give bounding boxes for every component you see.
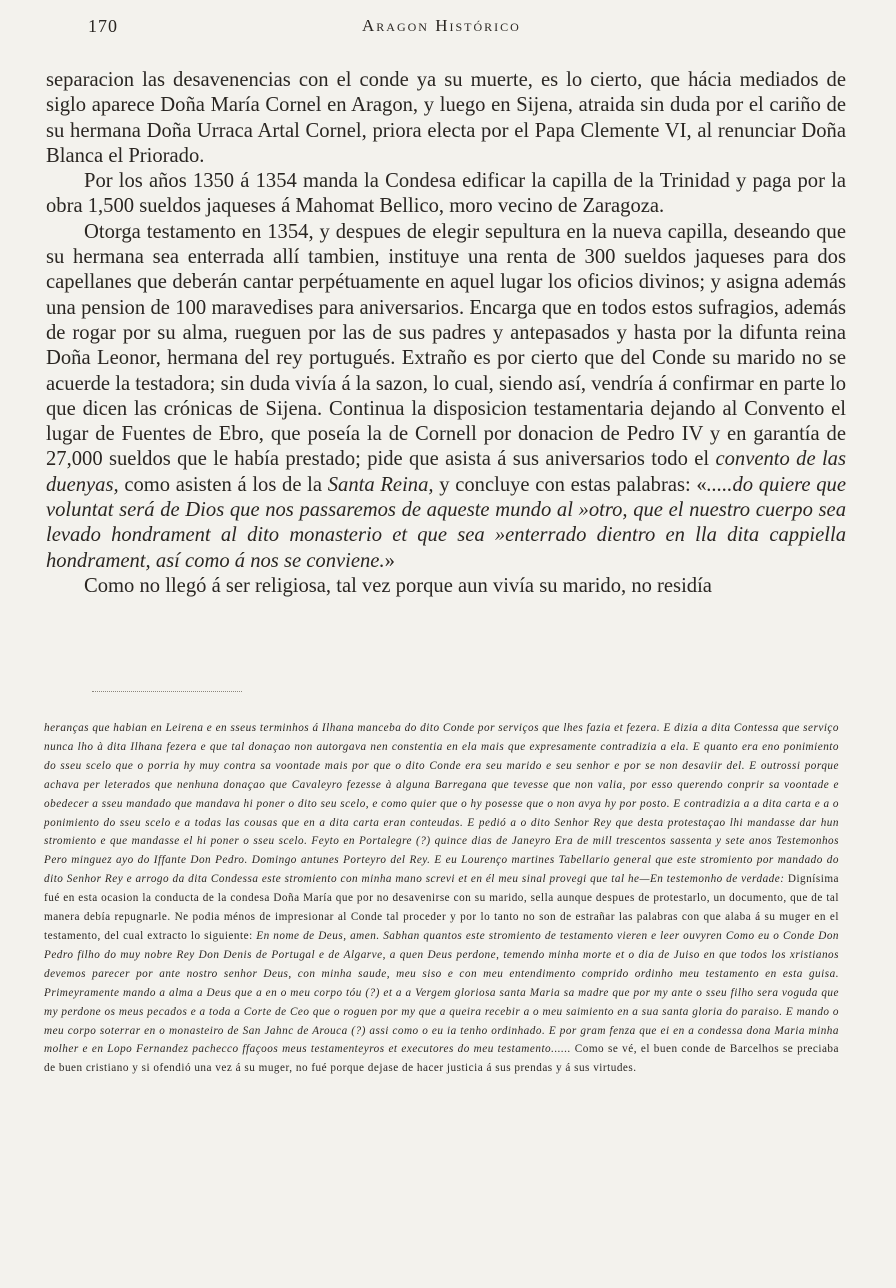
running-title: Aragon Histórico (362, 16, 521, 35)
paragraph-2: Por los años 1350 á 1354 manda la Condesa edificar la capilla de la Trinidad y paga por la obra 1,500 sueldos jaqueses á Mahomat Bellico, moro vecino de Zaragoza. (46, 170, 846, 218)
paragraph-3-italic-convento: convento de las duenyas, (46, 448, 846, 496)
page-header (0, 12, 896, 42)
paragraph-3-text-c: y concluye con estas palabras: « (433, 473, 707, 496)
paragraph-3 (46, 220, 846, 574)
paragraph-1: separacion las desavenencias con el conde ya su muerte, es lo cierto, que hácia mediados de siglo aparece Doña María Cornel en Aragon, y luego en Sijena, atraida sin duda por el cariño de su hermana Doña Urraca Artal Cornel, priora electa por el Papa Clemente VI, al renunciar Doña Blanca el Priorado. (46, 69, 846, 167)
paragraph-3-text-d: » (384, 549, 395, 572)
footnote-italic-1: heranças que habian en Leirena e en sseus terminhos á Ilhana manceba do dito Conde por serviços que lhes fazia et fezera. E dizia a dita Contessa que serviço nunca lho à dita Ilhana fezera e que tal donaçao non autorgava nen constentia en ela mais que expresamente contradizia a ela. E quanto era eno ponimiento do sseu scelo que o porria hy muy contra sa voontade mais por que o dito Conde era seu marido e seu senhor e por se non desaviir del. E outrossi porque achava per leterados que nenhuna donaçao que Cavaleyro fezesse à alguna Barregana que tevesse que non valia, por esso querendo conprir sa voontade e obedecer a sseu mandado que mandava hi poner o dito seu scelo, e como quier que o hy posesse que o non avya hy por posto. E contradizia a a dita carta e a o ponimiento do sseu scelo e a todas las cousas que en a dita carta eran conteudas. E pedió a o dito Senhor Rey que desta protestaçao lhi mandasse dar hun stromiento e que mandasse el hi poner o sseu scelo. Feyto en Portalegre (?) quince dias de Janeyro Era de mill trescentos sassenta y sete anos Testemonhos Pero minguez ayo do Iffante Don Pedro. Domingo antunes Porteyro del Rey. E eu Lourenço martines Tabellario general que este stromiento por mandado do dito Senhor Rey e arrogo da dita Condessa este stromiento con minha mano screvi et en él meu sinal provegi que tal he—En testemonho de verdade: (44, 722, 839, 886)
footnote-separator (92, 691, 242, 692)
paragraph-4: Como no llegó á ser religiosa, tal vez porque aun vivía su marido, no residía (84, 574, 712, 597)
paragraph-3-quotation: .....do quiere que voluntat será de Dios que nos passaremos de aqueste mundo al »otro, que el nuestro cuerpo sea levado hondrament al dito monasterio et que sea »enterrado dientro en lla dita cappiella hondrament, así como á nos se conviene. (46, 473, 846, 572)
paragraph-3-text-b: como asisten á los de la (118, 473, 328, 496)
footnote (44, 719, 839, 1078)
paragraph-3-italic-santa-reina: Santa Reina, (327, 473, 434, 496)
main-text (46, 68, 846, 599)
footnote-paragraph (44, 719, 839, 1078)
footnote-italic-2: En nome de Deus, amen. Sabhan quantos este stromiento de testamento vieren e leer ouvyren Como eu o Conde Don Pedro filho do muy nobre Rey Don Denis de Portugal e de Algarve, a quen Deus perdone, temendo minha morte et o dia de Juiso en que todos los xristianos devemos parecer por ante nostro senhor Deus, con minha saude, meu siso e con meu entendimento comprido ordinho meu testamento en esta guisa. Primeyramente mando a alma a Deus que a en o meu corpo tóu (?) et a a Vergem gloriosa santa Maria sa madre que por my ante o sseu filho sera voguda que my perdone os meus pecados e a toda a Corte de Ceo que o roguen por my que a queira recebir a o meu saimiento en a sua santa gloria do paraiso. E mando o meu corpo soterrar en o monasteiro de San Jahnc de Arouca (?) assi como o eu ia tenho ordinhado. E por gram fenza que ei en a condessa dona Maria minha molher e en Lopo Fernandez pachecco ffaçoos meus testamenteyros et executores do meu testamento...... (44, 929, 840, 1056)
page-number: 170 (88, 16, 118, 36)
footnote-roman-2: Como se vé, el buen conde de Barcelhos se preciaba de buen cristiano y si ofendió una vez á su muger, no fué porque dejase de hacer justicia á sus prendas y á sus virtudes. (44, 1043, 839, 1075)
footnote-roman-1: Dignísima fué en esta ocasion la conducta de la condesa Doña María que por no desavenirse con su marido, sella aunque despues de protestarlo, un documento, que de tal manera debía repugnarle. Ne podia ménos de impresionar al Conde tal proceder y por lo tanto no son de estrañar las palabras con que alaba á su muger en el testamento, del cual extracto lo siguiente: (44, 873, 839, 942)
paragraph-3-text-a: Otorga testamento en 1354, y despues de elegir sepultura en la nueva capilla, deseando que su hermana sea enterrada allí tambien, instituye una renta de 300 sueldos jaqueses para dos capellanes que deberán cantar perpétuamente en aquel lugar los oficios divinos; y asigna además una pension de 100 maravedises para aniversarios. Encarga que en todos estos sufragios, además de rogar por su alma, rueguen por las de sus padres y antepasados y hasta por la difunta reina Doña Leonor, hermana del rey portugués. Extraño es por cierto que del Conde su marido no se acuerde la testadora; sin duda vivía á la sazon, lo cual, siendo así, vendría á confirmar en parte lo que dicen las crónicas de Sijena. Continua la disposicion testamentaria dejando al Convento el lugar de Fuentes de Ebro, que poseía la de Cornell por donacion de Pedro IV y en garantía de 27,000 sueldos que le había prestado; pide que asista á sus aniversarios todo el (46, 220, 846, 471)
